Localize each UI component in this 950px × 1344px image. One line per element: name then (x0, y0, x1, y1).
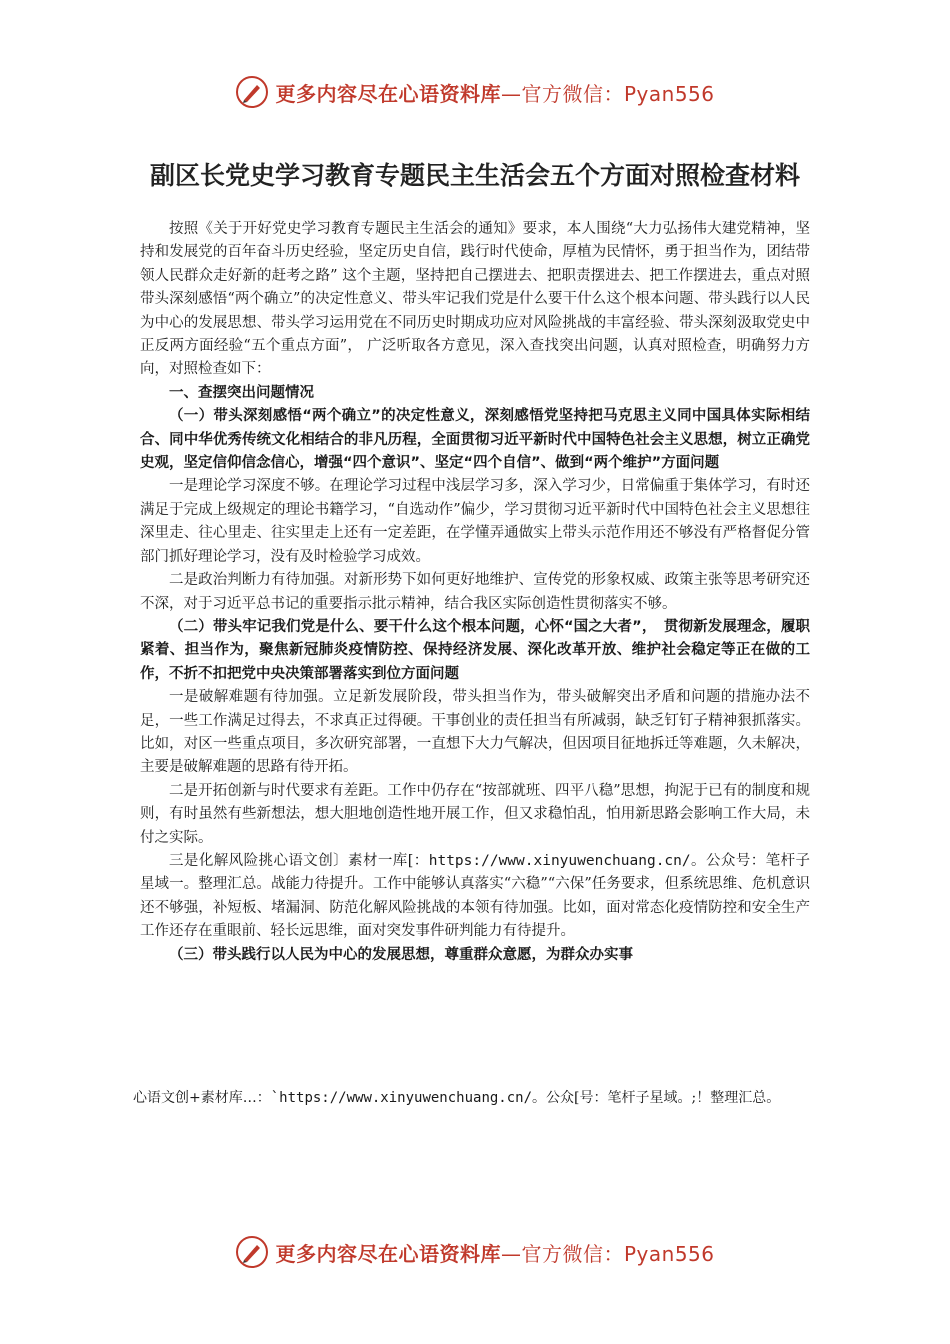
paragraph-1a: 一是理论学习深度不够。在理论学习过程中浅层学习多，深入学习少，日常偏重于集体学习，有时还满足于完成上级规定的理论书籍学习，“自选动作”偏少，学习贯彻习近平新时代中国特色社会主义思想往深里走、往心里走、往实里走上还有一定差距，在学懂弄通做实上带头示范作用还不够没有严格督促分管部门抓好理论学习，没有及时检验学习成效。 (140, 478, 810, 565)
footer-banner (0, 1232, 950, 1272)
paragraph-2a: 一是破解难题有待加强。立足新发展阶段，带头担当作为，带头破解突出矛盾和问题的措施办法不足，一些工作满足过得去，不求真正过得硬。干事创业的责任担当有所减弱，缺乏钉钉子精神狠抓落实。比如，对区一些重点项目，多次研究部署，一直想下大力气解决，但因项目征地拆迁等难题，久未解决，主要是破解难题的思路有待开拓。 (140, 689, 810, 776)
paragraph-2c: 三是化解风险挑心语文创〕素材一库[：https://www.xinyuwenchuang.cn/。公众号：笔杆子星域一。整理汇总。战能力待提升。工作中能够认真落实“六稳”“六保”任务要求，但系统思维、危机意识还不够强，补短板、堵漏洞、防范化解风险挑战的本领有待加强。比如，面对常态化疫情防控和安全生产工作还存在重眼前、轻长远思维，面对突发事件研判能力有待提升。 (140, 852, 811, 940)
footer-url[interactable]: `https://www.xinyuwenchuang.cn/ (270, 1090, 533, 1106)
document-body (140, 218, 810, 967)
paragraph-2b: 二是开拓创新与时代要求有差距。工作中仍存在“按部就班、四平八稳”思想，拘泥于已有的制度和规则，有时虽然有些新想法，想大胆地创造性地开展工作，但又求稳怕乱，怕用新思路会影响工作大局，未付之实际。 (140, 782, 810, 846)
pen-logo-icon (235, 75, 269, 109)
intro-paragraph: 按照《关于开好党史学习教育专题民主生活会的通知》要求，本人围绕“大力弘扬伟大建党精神，坚持和发展党的百年奋斗历史经验，坚定历史自信，践行时代使命，厚植为民情怀，勇于担当作为，团结带领人民群众走好新的赶考之路” 这个主题，坚持把自己摆进去、把职责摆进去、把工作摆进去，重点对照带头深刻感悟“两个确立”的决定性意义、带头牢记我们党是什么要干什么这个根本问题、带头践行以人民为中心的发展思想、带头学习运用党在不同历史时期成功应对风险挑战的丰富经验、带头深刻汲取党史中正反两方面经验“五个重点方面”， 广泛听取各方意见，深入查找突出问题，认真对照检查，明确努力方向，对照检查如下： (140, 221, 810, 378)
document-title: 副区长党史学习教育专题民主生活会五个方面对照检查材料 (149, 160, 800, 190)
subsection-heading-3: （三）带头践行以人民为中心的发展思想，尊重群众意愿，为群众办实事 (169, 946, 633, 963)
banner-text: 更多内容尽在心语资料库—官方微信：Pyan556 (275, 81, 715, 106)
header-banner (0, 72, 950, 112)
subsection-heading-1: （一）带头深刻感悟“两个确立”的决定性意义，深刻感悟党坚持把马克思主义同中国具体实际相结合、同中华优秀传统文化相结合的非凡历程，全面贯彻习近平新时代中国特色社会主义思想，树立正确党史观，坚定信仰信念信心，增强“四个意识”、坚定“四个自信”、做到“两个维护”方面问题 (140, 408, 810, 472)
pen-logo-icon (235, 1235, 269, 1269)
paragraph-1b: 二是政治判断力有待加强。对新形势下如何更好地维护、宣传党的形象权威、政策主张等思考研究还不深，对于习近平总书记的重要指示批示精神，结合我区实际创造性贯彻落实不够。 (140, 572, 810, 612)
watermark-url[interactable]: https://www.xinyuwenchuang.cn/ (428, 852, 691, 869)
watermark-note: 心语文创+素材库…：`https://www.xinyuwenchuang.cn/。公众[号：笔杆子星域。;！整理汇总。 (133, 1090, 781, 1106)
banner-text: 更多内容尽在心语资料库—官方微信：Pyan556 (275, 1241, 715, 1266)
subsection-heading-2: （二）带头牢记我们党是什么、要干什么这个根本问题，心怀“国之大者”， 贯彻新发展理念，履职紧着、担当作为，聚焦新冠肺炎疫情防控、保持经济发展、深化改革开放、维护社会稳定等正在做的工作，不折不扣把党中央决策部署落实到位方面问题 (140, 618, 810, 682)
section-heading-1: 一、查摆突出问题情况 (169, 384, 314, 401)
